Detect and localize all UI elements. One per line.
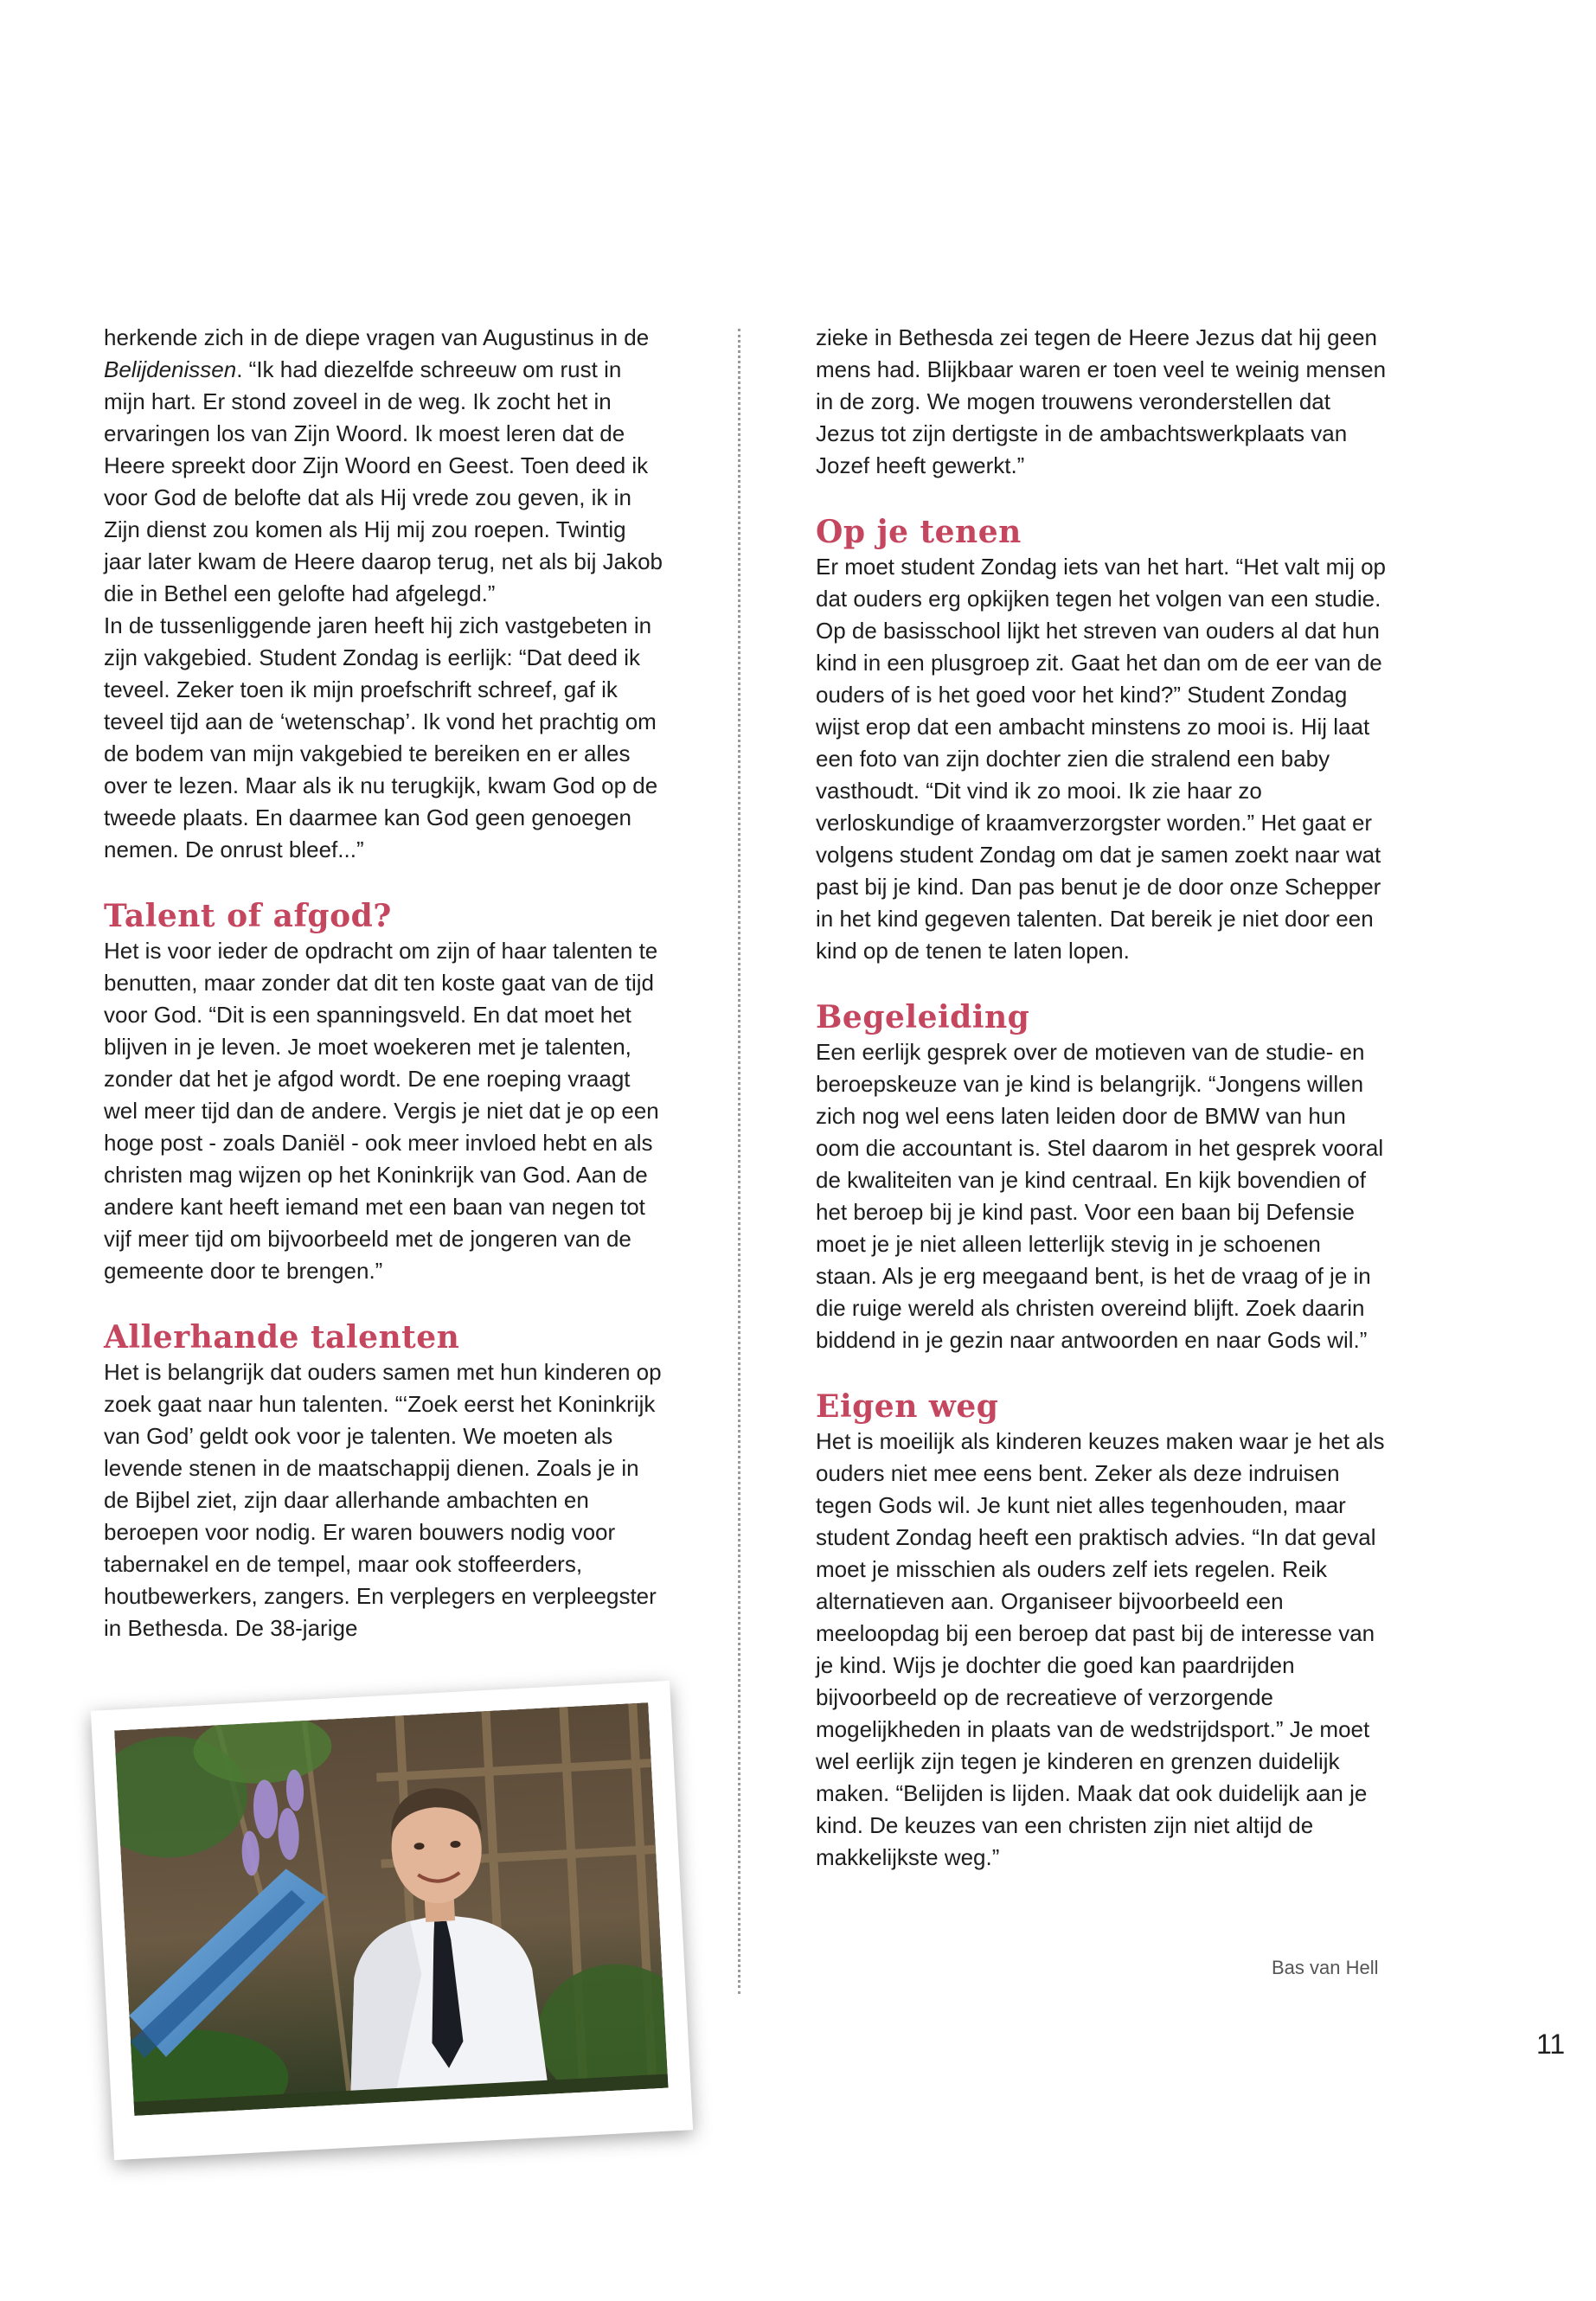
polaroid-photo-frame <box>91 1681 693 2160</box>
author-byline: Bas van Hell <box>1272 1957 1379 1978</box>
paragraph: Er moet student Zondag iets van het hart. “Het valt mij op dat ouders erg opkijken tegen het volgen van een studie. Op de basisschool lijkt het streven van ouders al dat hun kind in een plusgroep zit. Gaat het dan om de eer van de ouders of is het goed voor het kind?” Student Zondag wijst erop dat een ambacht minstens zo mooi is. Hij laat een foto van zijn dochter zien die stralend een baby vasthoudt. “Dit vind ik zo mooi. Ik zie haar zo verloskundige of kraamverzorgster worden.” Het gaat er volgens student Zondag om dat je samen zoekt naar wat past bij je kind. Dan pas benut je de door onze Schepper in het kind gegeven talenten. Dat bereik je niet door een kind op de tenen te laten lopen. <box>816 554 1386 964</box>
section-heading: Eigen weg <box>816 1388 999 1425</box>
paragraph: herkende zich in de diepe vragen van Augustinus in de Belijdenissen. “Ik had diezelfde schreeuw om rust in mijn hart. Er stond zoveel in de weg. Ik zocht het in ervaringen los van Zijn Woord. Ik moest leren dat de Heere spreekt door Zijn Woord en Geest. Toen deed ik voor God de belofte dat als Hij vrede zou geven, ik in Zijn dienst zou komen als Hij mij zou roepen. Twintig jaar later kwam de Heere daarop terug, net als bij Jakob die in Bethel een gelofte had afgelegd.” <box>104 324 663 606</box>
left-column <box>104 322 666 1644</box>
section-heading: Begeleiding <box>816 999 1030 1035</box>
right-column <box>816 322 1387 1874</box>
paragraph: Het is voor ieder de opdracht om zijn of haar talenten te benutten, maar zonder dat dit ten koste gaat van de tijd voor God. “Dit is een spanningsveld. En dat moet het blijven in je leven. Je moet woekeren met je talenten, zonder dat het je afgod wordt. De ene roeping vraagt wel meer tijd dan de andere. Vergis je niet dat je op een hoge post - zoals Daniël - ook meer invloed hebt en als christen mag wijzen op het Koninkrijk van God. Aan de andere kant heeft iemand met een baan van negen tot vijf meer tijd om bijvoorbeeld met de jongeren van de gemeente door te brengen.” <box>104 938 659 1284</box>
paragraph: zieke in Bethesda zei tegen de Heere Jezus dat hij geen mens had. Blijkbaar waren er toen veel te weinig mensen in de zorg. We mogen trouwens veronderstellen dat Jezus tot zijn dertigste in de ambachtswerkplaats van Jozef heeft gewerkt.” <box>816 324 1387 478</box>
portrait-photo <box>114 1702 668 2116</box>
section-heading: Allerhande talenten <box>104 1319 460 1356</box>
paragraph: Een eerlijk gesprek over de motieven van de studie- en beroepskeuze van je kind is belangrijk. “Jongens willen zich nog wel eens laten leiden door de BMW van hun oom die accountant is. Stel daarom in het gesprek vooral de kwaliteiten van je kind centraal. En kijk bovendien of het beroep bij je kind past. Voor een baan bij Defensie moet je je niet alleen letterlijk stevig in je schoenen staan. Als je erg meegaand bent, is het de vraag of je in die ruige wereld als christen overeind blijft. Zoek daarin biddend in je gezin naar antwoorden en naar Gods wil.” <box>816 1039 1384 1353</box>
paragraph: Het is belangrijk dat ouders samen met hun kinderen op zoek gaat naar hun talenten. “‘Zoek eerst het Koninkrijk van God’ geldt ook voor je talenten. We moeten als levende stenen in de maatschappij dienen. Zoals je in de Bijbel ziet, zijn daar allerhande ambachten en beroepen voor nodig. Er waren bouwers nodig voor tabernakel en de tempel, maar ook stoffeerders, houtbewerkers, zangers. En verplegers en verpleegster in Bethesda. De 38-jarige <box>104 1359 662 1641</box>
section-heading: Op je tenen <box>816 514 1022 550</box>
page-number: 11 <box>1536 2029 1566 2060</box>
section-heading: Talent of afgod? <box>104 898 392 934</box>
paragraph: In de tussenliggende jaren heeft hij zich vastgebeten in zijn vakgebied. Student Zondag is eerlijk: “Dat deed ik teveel. Zeker toen ik mijn proefschrift schreef, gaf ik teveel tijd aan de ‘wetenschap’. Ik vond het prachtig om de bodem van mijn vakgebied te bereiken en er alles over te lezen. Maar als ik nu terugkijk, kwam God op de tweede plaats. En daarmee kan God geen genoegen nemen. De onrust bleef...” <box>104 612 658 862</box>
column-divider <box>738 329 740 1994</box>
paragraph: Het is moeilijk als kinderen keuzes maken waar je het als ouders niet mee eens bent. Zeker als deze indruisen tegen Gods wil. Je kunt niet alles tegenhouden, maar student Zondag heeft een praktisch advies. “In dat geval moet je misschien als ouders zelf iets regelen. Reik alternatieven aan. Organiseer bijvoorbeeld een meeloopdag bij een beroep dat past bij de interesse van je kind. Wijs je dochter die goed kan paardrijden bijvoorbeeld op de recreatieve of verzorgende mogelijkheden in plaats van de wedstrijdsport.” Je moet wel eerlijk zijn tegen je kinderen en grenzen duidelijk maken. “Belijden is lijden. Maak dat ook duidelijk aan je kind. De keuzes van een christen zijn niet altijd de makkelijkste weg.” <box>816 1428 1385 1870</box>
book-title: Belijdenissen <box>104 356 237 382</box>
portrait-illustration <box>114 1702 668 2116</box>
